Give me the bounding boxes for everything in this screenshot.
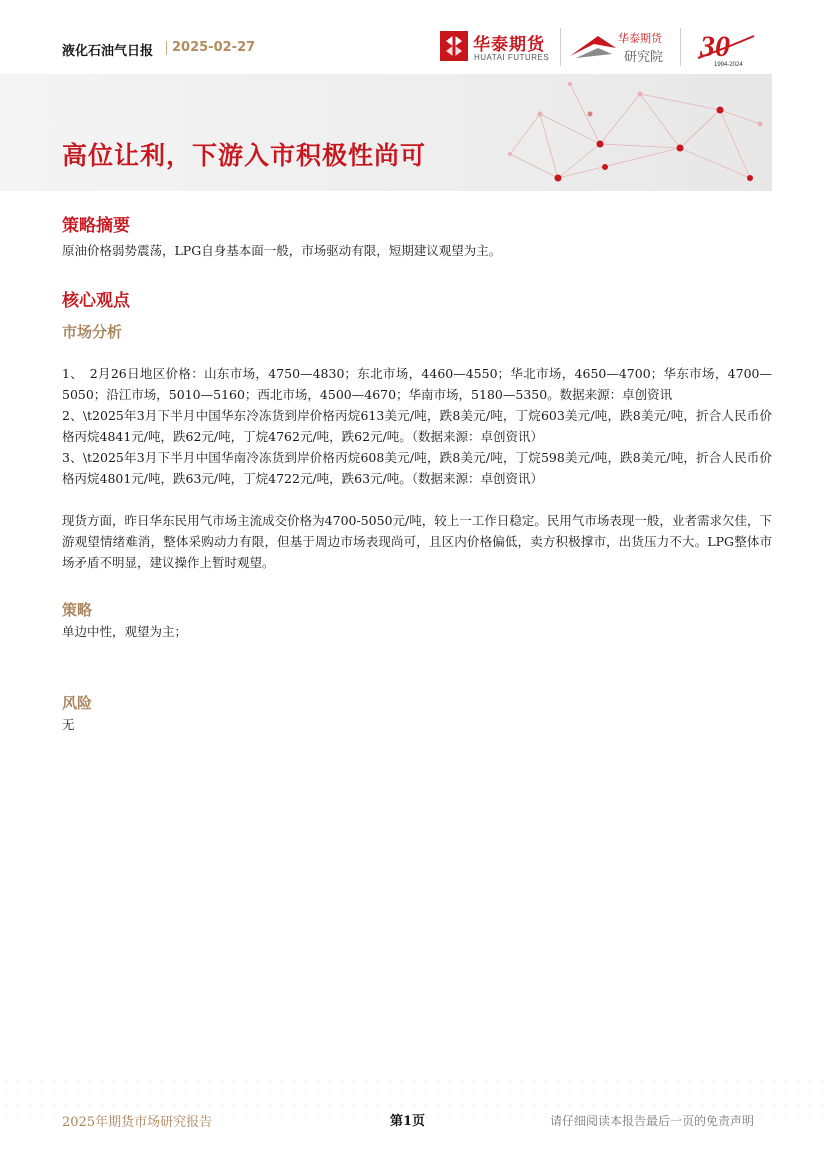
anniversary-number: 30 — [700, 30, 730, 63]
list-item: 3、\t2025年3月下半月中国华南冷冻货到岸价格丙烷608美元/吨，跌8美元/吨，丁烷598美元/吨，跌8美元/吨，折合人民币价格丙烷4801元/吨，跌63元/吨，丁烷4722元/吨，跌63元/吨。（数据来源：卓创资讯） — [62, 450, 772, 486]
page-number: 第1页 — [390, 1114, 426, 1129]
header-separator — [166, 41, 167, 55]
report-body — [62, 214, 772, 735]
footer-disclaimer-note: 请仔细阅读本报告最后一页的免责声明 — [550, 1114, 755, 1128]
list-item: 1、 2月26日地区价格：山东市场，4750—4830；东北市场，4460—4550；华北市场，4650—4700；华东市场，4700—5050；沿江市场，5010—5160；西北市场，4500—4670；华南市场，5180—5350。数据来源：卓创资讯 — [62, 366, 772, 402]
market-list — [62, 363, 772, 489]
institute-logo-icon — [568, 30, 618, 62]
anniversary-logo-icon — [692, 26, 760, 68]
footer-report-label: 2025年期货市场研究报告 — [62, 1115, 213, 1130]
page-header — [0, 0, 826, 74]
summary-text: 原油价格弱势震荡，LPG自身基本面一般，市场驱动有限，短期建议观望为主。 — [62, 243, 502, 258]
institute-name-line2: 研究院 — [624, 50, 664, 65]
page-title: 高位让利，下游入市积极性尚可 — [62, 141, 427, 170]
strategy-heading: 策略 — [62, 601, 93, 619]
report-name: 液化石油气日报 — [62, 44, 154, 59]
institute-name-line1: 华泰期货 — [618, 32, 662, 45]
huatai-logo-icon — [440, 31, 468, 61]
network-decoration-icon — [500, 74, 772, 191]
header-divider — [680, 28, 681, 66]
strategy-text: 单边中性，观望为主； — [62, 624, 188, 639]
title-banner — [0, 74, 772, 191]
risk-heading: 风险 — [62, 694, 93, 712]
header-divider — [560, 28, 561, 66]
list-item: 2、\t2025年3月下半月中国华东冷冻货到岸价格丙烷613美元/吨，跌8美元/吨，丁烷603美元/吨，跌8美元/吨，折合人民币价格丙烷4841元/吨，跌62元/吨，丁烷4762元/吨，跌62元/吨。（数据来源：卓创资讯） — [62, 408, 772, 444]
report-date: 2025-02-27 — [172, 40, 256, 55]
summary-heading: 策略摘要 — [62, 216, 130, 236]
core-heading: 核心观点 — [62, 291, 130, 311]
market-heading: 市场分析 — [62, 323, 123, 341]
brand-name-cn: 华泰期货 — [473, 35, 545, 55]
risk-text: 无 — [62, 717, 75, 732]
anniversary-years: 1994-2024 — [714, 62, 743, 68]
brand-name-en: HUATAI FUTURES — [474, 53, 550, 62]
spot-market-text: 现货方面，昨日华东民用气市场主流成交价格为4700-5050元/吨，较上一工作日稳定。民用气市场表现一般，业者需求欠佳，下游观望情绪难消，整体采购动力有限，但基于周边市场表现尚可，且区内价格偏低，卖方积极撑市，出货压力不大。LPG整体市场矛盾不明显，建议操作上暂时观望。 — [62, 513, 772, 570]
